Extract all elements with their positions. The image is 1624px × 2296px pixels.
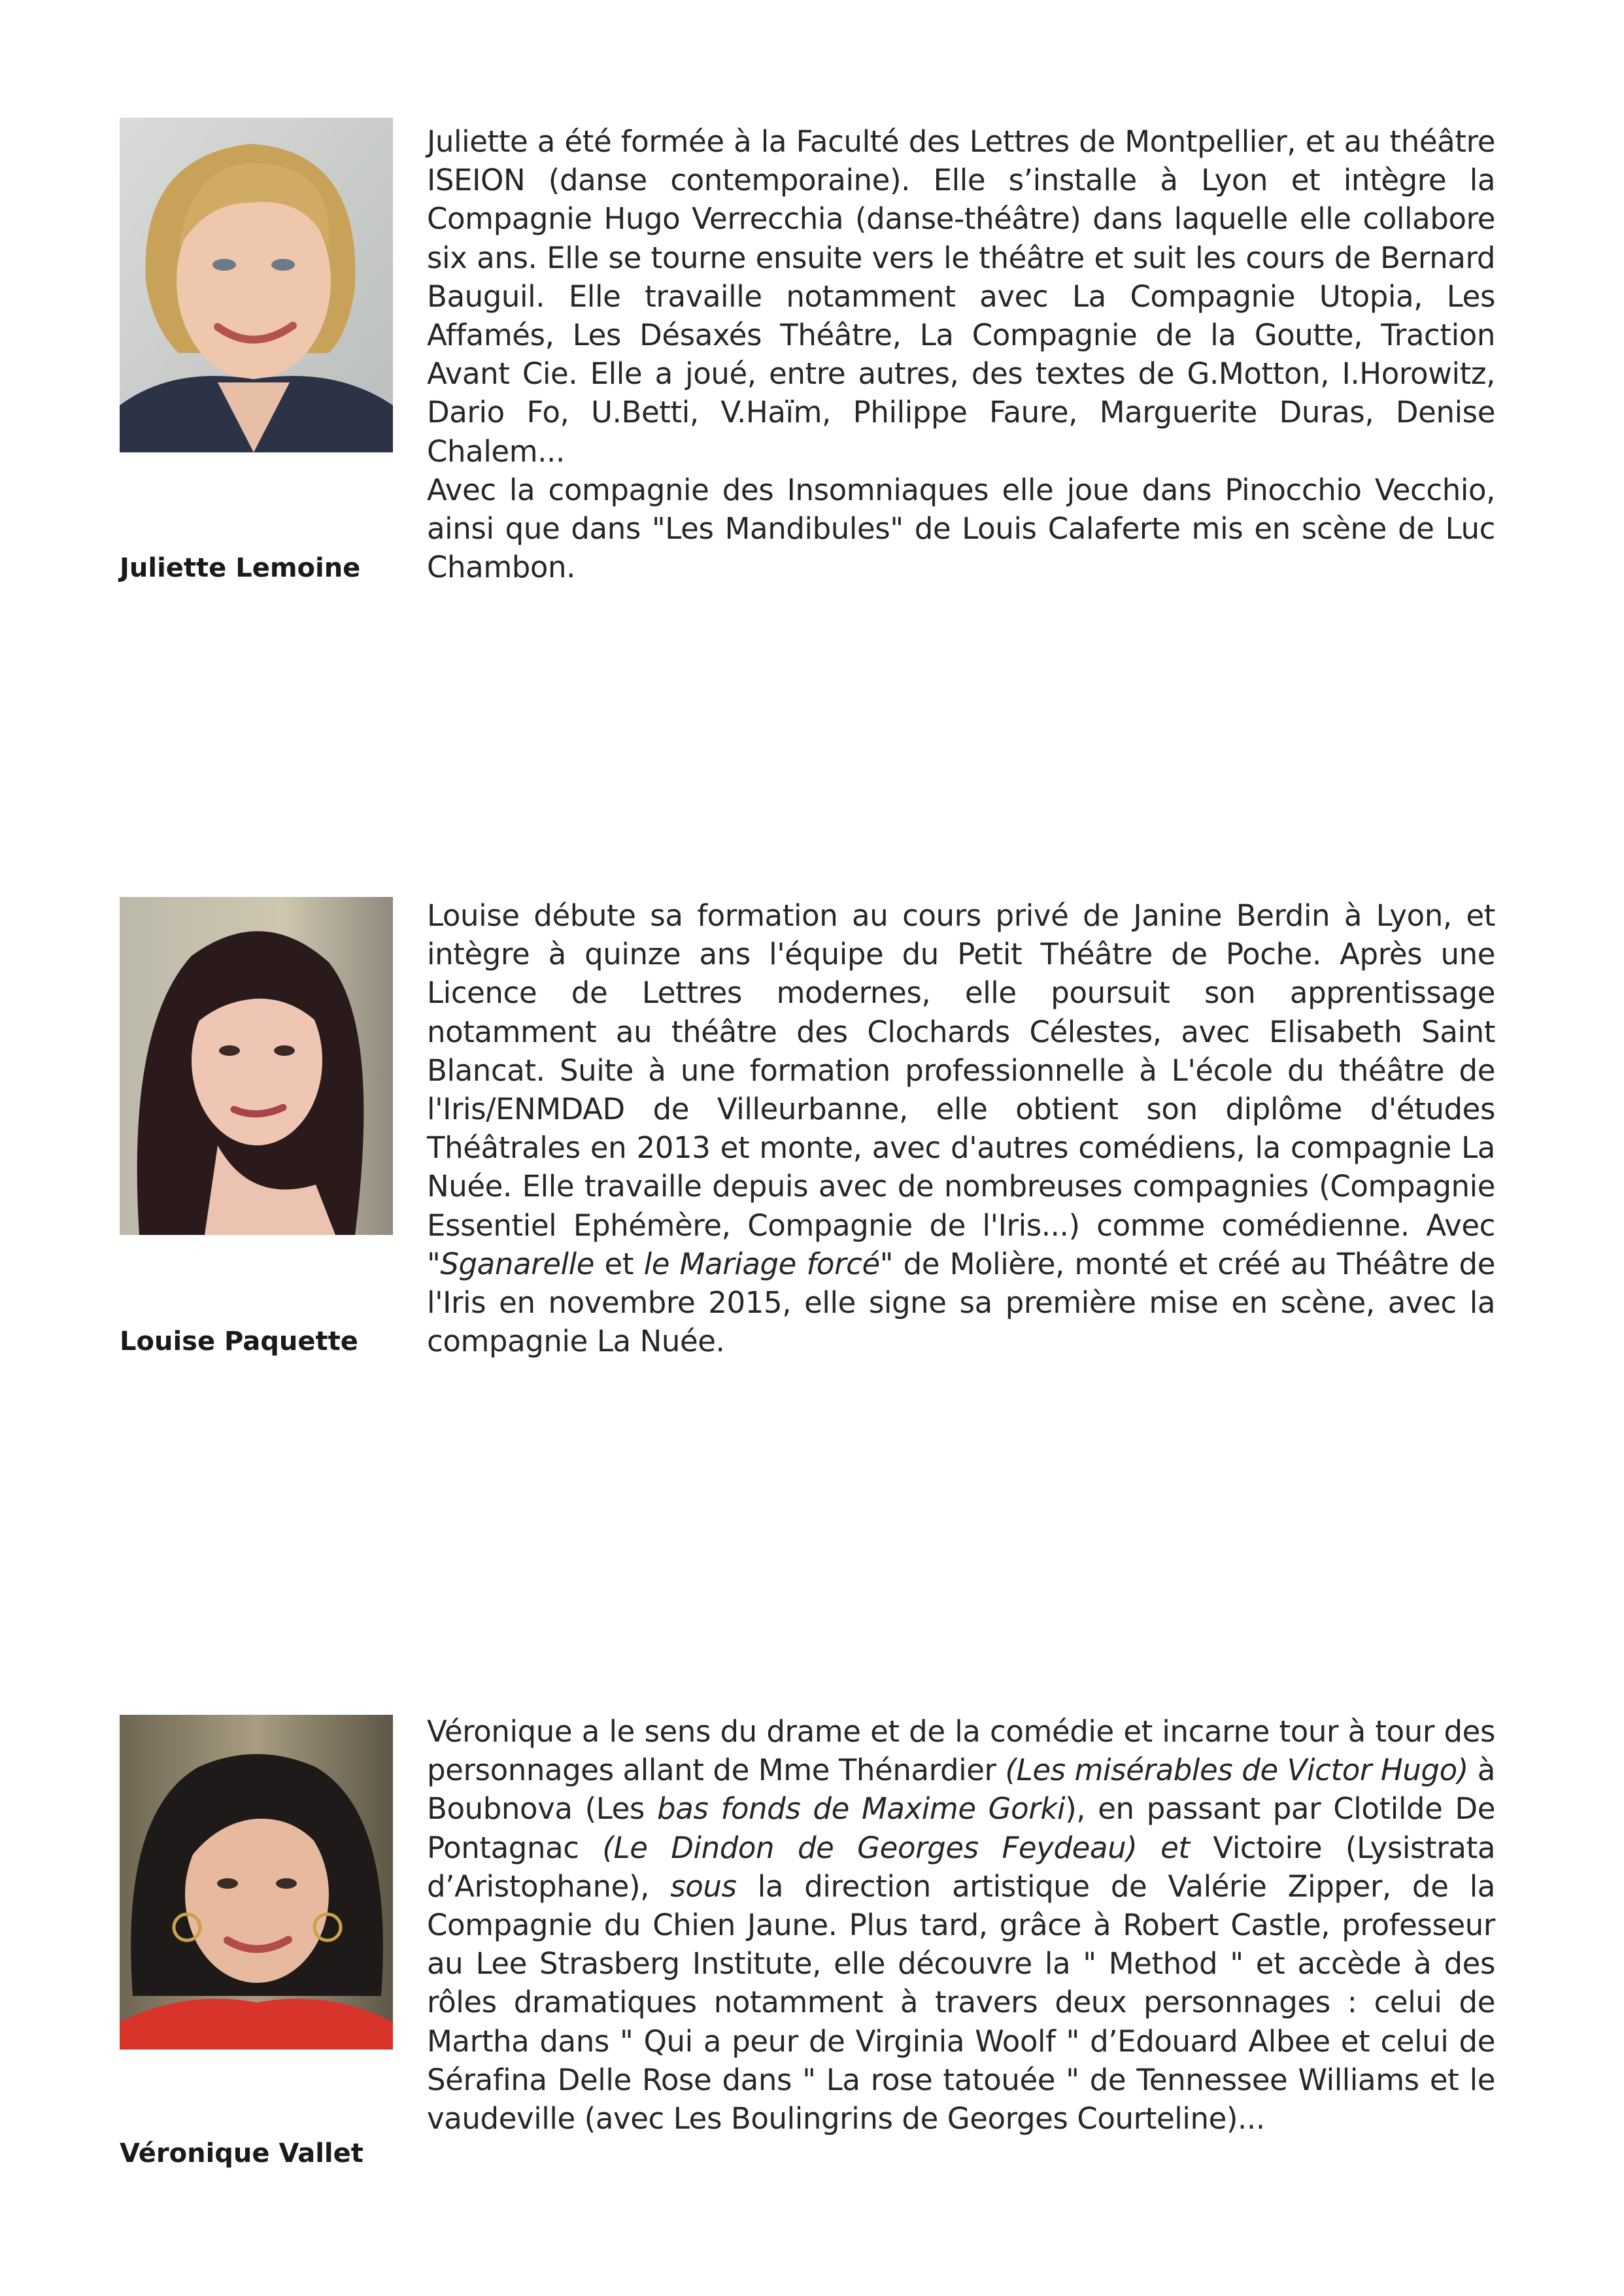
bio-text-run: Louise débute sa formation au cours privé de Janine Berdin à Lyon, et intègre à quinze ans l'équipe du Petit Théâtre de Poche. Après une Licence de Lettres modernes, elle poursuit son apprentissage notamment au théâtre des Clochards Célestes, avec Elisabeth Saint Blancat. Suite à une formation professionnelle à L'école du théâtre de l'Iris/ENMDAD de Villeurbanne, elle obtient son diplôme d'études Théâtrales en 2013 et monte, avec d'autres comédiens, la compagnie La Nuée. Elle travaille depuis avec de nombreuses compagnies (Compagnie Essentiel Ephémère, Compagnie de l'Iris...) comme comédienne. Avec " [427, 898, 1495, 1281]
portrait-image [120, 1715, 393, 2050]
emphasis: sous [670, 1868, 737, 1904]
portrait-image [120, 897, 393, 1235]
work-title: (Le Dindon de Georges Feydeau) et [602, 1830, 1190, 1865]
bio-text-run: à Boubnova (Les [427, 1753, 1495, 1827]
bio-paragraph: Juliette a été formée à la Faculté des Lettres de Montpellier, et au théâtre ISEION (danse contemporaine). Elle s’installe à Lyon et intègre la Compagnie Hugo Verrecchia (danse-théâtre) dans laquelle elle collabore six ans. Elle se tourne ensuite vers le théâtre et suit les cours de Bernard Bauguil. Elle travaille notamment avec La Compagnie Utopia, Les Affamés, Les Désaxés Théâtre, La Compagnie de la Goutte, Traction Avant Cie. Elle a joué, entre autres, des textes de G.Motton, I.Horowitz, Dario Fo, U.Betti, V.Haïm, Philippe Faure, Marguerite Duras, Denise Chalem... [427, 124, 1495, 469]
bio-text-run: " de Molière, monté et créé au Théâtre de l'Iris en novembre 2015, elle signe sa première mise en scène, avec la compagnie La Nuée. [427, 1246, 1495, 1359]
bio-text-run: ), en passant par Clotilde De Pontagnac [427, 1791, 1495, 1865]
portrait-image [120, 118, 393, 452]
work-title: bas fonds de Maxime Gorki [657, 1791, 1066, 1827]
bio-paragraph: Avec la compagnie des Insomniaques elle joue dans Pinocchio Vecchio, ainsi que dans "Les Mandibules" de Louis Calaferte mis en scène de Luc Chambon. [427, 472, 1495, 585]
play-title: Sganarelle [440, 1246, 594, 1281]
person-name: Louise Paquette [120, 1326, 358, 1357]
portrait-photo-juliette [120, 118, 393, 452]
work-title: (Les misérables de Victor Hugo) [1005, 1753, 1468, 1788]
play-title: le Mariage forcé [643, 1246, 880, 1281]
bio-text-run: et [594, 1246, 644, 1281]
bio-text [427, 1712, 1495, 2138]
portrait-photo-louise [120, 897, 393, 1235]
portrait-photo-veronique [120, 1715, 393, 2050]
person-name: Véronique Vallet [120, 2138, 364, 2169]
bio-paragraph [427, 1712, 1495, 2138]
bio-paragraph [427, 896, 1495, 1360]
bio-text [427, 122, 1495, 586]
bio-text-run: Victoire (Lysistrata d’Aristophane), [427, 1830, 1495, 1904]
bio-text-run: la direction artistique de Valérie Zipper, de la Compagnie du Chien Jaune. Plus tard, grâce à Robert Castle, professeur au Lee Strasberg Institute, elle découvre la " Method " et accède à des rôles dramatiques notamment à travers deux personnages : celui de Martha dans " Qui a peur de Virginia Woolf " d’Edouard Albee et celui de Sérafina Delle Rose dans " La rose tatouée " de Tennessee Williams et le vaudeville (avec Les Boulingrins de Georges Courteline)... [427, 1868, 1495, 2136]
person-name: Juliette Lemoine [120, 553, 361, 583]
bio-text-run: Véronique a le sens du drame et de la comédie et incarne tour à tour des personnages allant de Mme Thénardier [427, 1714, 1495, 1788]
bio-text [427, 896, 1495, 1360]
